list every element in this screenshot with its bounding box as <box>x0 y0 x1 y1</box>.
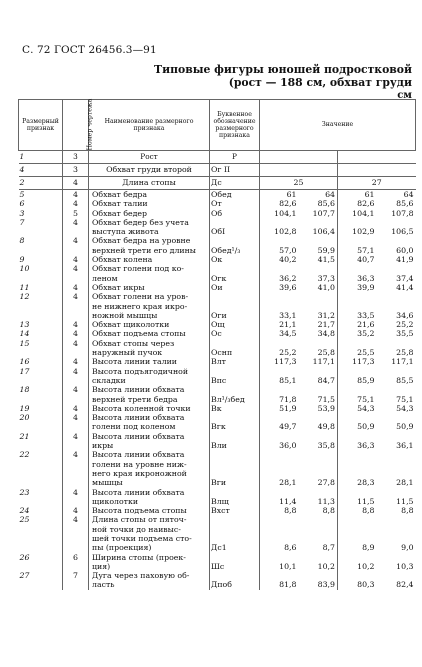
row-symbol: Вк <box>210 404 260 413</box>
row-feature-no: 24 <box>19 506 30 516</box>
row-feature-no: 15 <box>19 338 30 348</box>
table-row <box>19 488 416 507</box>
row-symbol: Влт <box>210 357 260 366</box>
row-value: 28,1 <box>396 478 414 488</box>
row-symbol: Оги <box>210 292 260 320</box>
row-name-line: икры <box>92 441 114 451</box>
ref-row <box>19 177 416 190</box>
row-name-line: Обхват подъема стопы <box>92 329 186 339</box>
row-value: 11,4 <box>260 488 299 507</box>
row-drawing-no: 4 <box>63 283 89 292</box>
row-name-line: Обхват щиколотки <box>92 320 170 330</box>
row-symbol: ОбI <box>210 218 260 237</box>
row-value: 28,1 <box>260 450 299 487</box>
row-value: 8,8 <box>338 506 377 515</box>
row-value: 33,5 <box>338 292 377 320</box>
row-value: 36,2 <box>260 264 299 283</box>
row-value: 59,9 <box>317 245 335 255</box>
header-drawing-no <box>63 99 94 151</box>
table-row <box>19 292 416 320</box>
row-value: 83,9 <box>317 580 335 590</box>
row-value: 21,1 <box>260 320 299 329</box>
row-name-line: Высота подъягодичной <box>92 366 189 376</box>
row-value: 85,9 <box>338 367 377 386</box>
row-value: 10,2 <box>317 561 335 571</box>
row-name <box>89 385 210 404</box>
row-value: 11,5 <box>396 496 414 506</box>
row-drawing-no: 4 <box>63 515 89 552</box>
row-name-line: Высота подъема стопы <box>92 506 187 516</box>
row-name <box>89 432 210 451</box>
row-name-line: него края икроножной <box>92 468 187 478</box>
row-name-line: Высота линии обхвата <box>92 431 185 441</box>
row-feature-no: 5 <box>19 190 25 199</box>
row-value: 85,6 <box>317 199 335 209</box>
row-feature-no: 26 <box>19 552 30 562</box>
row-value: 117,3 <box>260 357 299 366</box>
row-value: 35,8 <box>317 441 335 451</box>
row-value: 21,7 <box>317 320 335 330</box>
table-header-row <box>19 100 416 151</box>
ref-row <box>19 164 416 177</box>
table-title-line1: Типовые фигуры юношей подростковой <box>154 63 412 76</box>
row-name-line: Высота линии обхвата <box>92 487 185 497</box>
row-name-line: шей точки подъема сто- <box>92 533 192 543</box>
ref-row-name: Длина стопы <box>89 177 210 190</box>
ref-row-drawing: 4 <box>63 177 89 190</box>
row-name-line: Обхват голени на уров- <box>92 292 189 302</box>
row-feature-no: 16 <box>19 357 30 367</box>
row-symbol: Обед¹/₃ <box>210 236 260 255</box>
row-symbol: Об <box>210 209 260 218</box>
row-name <box>89 255 210 264</box>
header-name: Наименование размерного признака <box>89 100 210 151</box>
row-value: 9,0 <box>401 543 414 553</box>
header-drawing-text: Номер чертежа <box>86 99 94 151</box>
row-name <box>89 357 210 366</box>
row-name <box>89 515 210 552</box>
row-value: 10,2 <box>338 553 377 572</box>
row-value: 21,6 <box>338 320 377 329</box>
row-feature-no: 3 <box>19 208 25 218</box>
row-symbol: Вгк <box>210 413 260 432</box>
row-name-line: Обхват голени под ко- <box>92 264 184 274</box>
row-symbol: Оснп <box>210 339 260 358</box>
row-value: 64 <box>325 190 335 199</box>
row-value: 85,6 <box>396 199 414 209</box>
row-name-line: Ширина стопы (проек- <box>92 552 186 562</box>
table-row <box>19 236 416 255</box>
row-value: 10,1 <box>260 553 299 572</box>
row-name-line: наружный пучок <box>92 348 163 358</box>
row-value: 102,8 <box>260 218 299 237</box>
row-value: 71,8 <box>260 385 299 404</box>
row-name-line: Обхват талии <box>92 199 148 209</box>
row-value: 25,5 <box>338 339 377 358</box>
row-value: 50,9 <box>338 413 377 432</box>
row-value: 41,9 <box>396 255 414 265</box>
table-row <box>19 339 416 358</box>
row-symbol: Влщ <box>210 488 260 507</box>
row-value: 27,8 <box>317 478 335 488</box>
row-drawing-no: 4 <box>63 339 89 358</box>
row-value: 33,1 <box>260 292 299 320</box>
row-value: 54,3 <box>338 404 377 413</box>
row-drawing-no: 4 <box>63 357 89 366</box>
table-row <box>19 413 416 432</box>
row-name-line: Дуга через паховую об- <box>92 571 190 581</box>
row-value: 8,8 <box>260 506 299 515</box>
row-name-line: ласть <box>92 580 115 590</box>
row-value: 25,8 <box>317 348 335 358</box>
row-value: 39,6 <box>260 283 299 292</box>
row-name-line: мышцы <box>92 478 123 488</box>
row-drawing-no: 4 <box>63 236 89 255</box>
table-row <box>19 367 416 386</box>
row-feature-no: 6 <box>19 199 25 209</box>
row-feature-no: 23 <box>19 487 30 497</box>
row-name-line: Обхват бедер без учета <box>92 217 189 227</box>
row-value: 36,0 <box>260 432 299 451</box>
row-value: 64 <box>403 190 414 199</box>
row-value: 106,5 <box>391 227 414 237</box>
ref-row-value-a: 25 <box>260 177 338 190</box>
row-drawing-no: 5 <box>63 209 89 218</box>
row-symbol: Впс <box>210 367 260 386</box>
row-value: 51,9 <box>260 404 299 413</box>
header-symbol: Буквенное обозначение размерного признака <box>210 100 260 151</box>
table-row <box>19 385 416 404</box>
row-drawing-no: 4 <box>63 218 89 237</box>
row-feature-no: 11 <box>19 282 30 292</box>
row-name <box>89 264 210 283</box>
table-row <box>19 450 416 487</box>
row-feature-no: 10 <box>19 264 30 274</box>
row-feature-no: 7 <box>19 217 25 227</box>
row-value: 80,3 <box>338 571 377 590</box>
row-feature-no: 20 <box>19 413 30 423</box>
table-row <box>19 506 416 515</box>
ref-row-no: 2 <box>19 177 63 190</box>
row-value: 82,6 <box>260 199 299 208</box>
numbering-row <box>19 151 416 164</box>
table-row <box>19 209 416 218</box>
numbering-cell-1: 1 <box>19 151 63 164</box>
row-value: 57,1 <box>338 236 377 255</box>
table-row <box>19 218 416 237</box>
row-drawing-no: 4 <box>63 413 89 432</box>
row-value: 81,8 <box>260 571 299 590</box>
row-feature-no: 22 <box>19 450 30 460</box>
row-value: 75,1 <box>338 385 377 404</box>
table-title-line3: см <box>397 90 412 101</box>
row-drawing-no: 4 <box>63 367 89 386</box>
row-value: 8,8 <box>322 506 335 516</box>
row-feature-no: 19 <box>19 403 30 413</box>
row-value: 28,3 <box>338 450 377 487</box>
row-name-line: Высота коленной точки <box>92 403 191 413</box>
row-value: 107,8 <box>391 208 414 218</box>
row-value: 25,8 <box>396 348 414 358</box>
row-value: 11,3 <box>317 496 335 506</box>
row-feature-no: 9 <box>19 255 25 265</box>
row-symbol: Дпоб <box>210 571 260 590</box>
header-value: Значение <box>260 100 416 151</box>
row-name <box>89 506 210 515</box>
row-value: 82,4 <box>396 580 414 590</box>
row-name-line: щиколотки <box>92 496 139 506</box>
row-feature-no: 13 <box>19 320 30 330</box>
row-symbol: Ок <box>210 255 260 264</box>
row-value: 85,1 <box>260 367 299 386</box>
row-name-line: Высота линии обхвата <box>92 450 185 460</box>
row-value: 35,2 <box>338 329 377 338</box>
row-symbol: От <box>210 199 260 208</box>
row-symbol: Вл¹/₃бед <box>210 385 260 404</box>
row-drawing-no: 4 <box>63 190 89 200</box>
row-value: 31,2 <box>317 310 335 320</box>
row-drawing-no: 4 <box>63 404 89 413</box>
row-name-line: голени под коленом <box>92 422 176 432</box>
ref-row-symbol: Дс <box>210 177 260 190</box>
ref-row-symbol: Ог II <box>210 164 260 177</box>
row-name <box>89 209 210 218</box>
row-name <box>89 413 210 432</box>
row-value: 36,3 <box>338 264 377 283</box>
row-value: 61 <box>338 190 377 200</box>
table-row <box>19 255 416 264</box>
row-drawing-no: 4 <box>63 320 89 329</box>
row-value: 36,1 <box>396 441 414 451</box>
numbering-cell-4: Р <box>210 151 260 164</box>
row-drawing-no: 4 <box>63 264 89 283</box>
row-name <box>89 236 210 255</box>
row-value: 8,7 <box>322 543 335 553</box>
numbering-cell-3: Рост <box>89 151 210 164</box>
table-row <box>19 553 416 572</box>
row-value: 50,9 <box>396 422 414 432</box>
row-value: 34,8 <box>317 329 335 339</box>
table-row <box>19 404 416 413</box>
row-feature-no: 25 <box>19 515 30 525</box>
row-symbol: Ос <box>210 329 260 338</box>
row-name <box>89 404 210 413</box>
row-value: 37,3 <box>317 273 335 283</box>
row-drawing-no: 4 <box>63 450 89 487</box>
row-value: 41,4 <box>396 282 414 292</box>
row-name-line: Обхват колена <box>92 255 153 265</box>
row-feature-no: 18 <box>19 385 30 395</box>
row-value: 37,4 <box>396 273 414 283</box>
row-value: 82,6 <box>338 199 377 208</box>
row-value: 54,3 <box>396 403 414 413</box>
row-value: 11,5 <box>338 488 377 507</box>
table-row <box>19 264 416 283</box>
row-drawing-no: 4 <box>63 506 89 515</box>
row-name <box>89 292 210 320</box>
row-value: 49,7 <box>260 413 299 432</box>
row-value: 41,0 <box>317 282 335 292</box>
row-drawing-no: 4 <box>63 432 89 451</box>
row-symbol: Дс1 <box>210 515 260 552</box>
row-name <box>89 283 210 292</box>
row-value: 104,1 <box>338 209 377 218</box>
row-value: 8,9 <box>338 515 377 552</box>
row-feature-no: 8 <box>19 236 25 246</box>
row-symbol: Вли <box>210 432 260 451</box>
row-name <box>89 488 210 507</box>
row-value: 117,3 <box>338 357 377 366</box>
numbering-cell-2: 3 <box>63 151 89 164</box>
row-value: 10,3 <box>396 561 414 571</box>
ref-row-name: Обхват груди второй <box>89 164 210 177</box>
row-name <box>89 320 210 329</box>
row-symbol: Вги <box>210 450 260 487</box>
ref-row-drawing: 3 <box>63 164 89 177</box>
row-feature-no: 27 <box>19 571 30 581</box>
table-row <box>19 357 416 366</box>
table-row <box>19 283 416 292</box>
row-value: 117,1 <box>391 357 414 367</box>
row-symbol: Ощ <box>210 320 260 329</box>
row-value: 25,2 <box>260 339 299 358</box>
row-value: 60,0 <box>396 245 414 255</box>
row-name-line: ножной мышцы <box>92 310 158 320</box>
row-value: 35,5 <box>396 329 414 339</box>
ref-row-value-b: 27 <box>338 177 416 190</box>
row-value: 61 <box>260 190 299 200</box>
row-name <box>89 218 210 237</box>
row-name-line: не нижнего края икро- <box>92 301 188 311</box>
row-symbol: Обед <box>210 190 260 200</box>
table-row <box>19 515 416 552</box>
table-row <box>19 199 416 208</box>
row-name-line: леном <box>92 273 118 283</box>
row-value: 25,2 <box>396 320 414 330</box>
row-value: 102,9 <box>338 218 377 237</box>
table-row <box>19 190 416 200</box>
row-value: 41,5 <box>317 255 335 265</box>
table-row <box>19 329 416 338</box>
row-name-line: ной точки до наивыс- <box>92 524 181 534</box>
row-value: 107,7 <box>312 208 335 218</box>
row-symbol: Огк <box>210 264 260 283</box>
row-feature-no: 12 <box>19 292 30 302</box>
row-value: 53,9 <box>317 403 335 413</box>
row-value: 71,5 <box>317 394 335 404</box>
row-value: 49,8 <box>317 422 335 432</box>
row-name <box>89 571 210 590</box>
row-name-line: Обхват бедра <box>92 190 148 199</box>
row-name-line: пы (проекция) <box>92 543 152 553</box>
row-name-line: верхней трети его длины <box>92 245 197 255</box>
row-name <box>89 199 210 208</box>
row-name-line: ция) <box>92 561 111 571</box>
row-drawing-no: 4 <box>63 199 89 208</box>
row-name <box>89 329 210 338</box>
row-name <box>89 450 210 487</box>
row-name-line: складки <box>92 375 126 385</box>
row-name <box>89 339 210 358</box>
row-name-line: Высота линии талии <box>92 357 177 367</box>
row-drawing-no: 4 <box>63 255 89 264</box>
page-header: С. 72 ГОСТ 26456.3—91 <box>22 44 157 56</box>
header-feature-no: Размерный признак <box>19 100 63 151</box>
row-value: 117,1 <box>312 357 335 367</box>
row-name-line: Обхват икры <box>92 282 145 292</box>
row-name-line: Длина стопы от пяточ- <box>92 515 187 525</box>
row-symbol: Вхст <box>210 506 260 515</box>
table-row <box>19 320 416 329</box>
row-symbol: Ои <box>210 283 260 292</box>
row-value: 106,4 <box>312 227 335 237</box>
row-value: 40,7 <box>338 255 377 264</box>
row-drawing-no: 6 <box>63 553 89 572</box>
row-name-line: Высота линии обхвата <box>92 413 185 423</box>
row-value: 57,0 <box>260 236 299 255</box>
row-name <box>89 367 210 386</box>
row-symbol: Шс <box>210 553 260 572</box>
row-value: 39,9 <box>338 283 377 292</box>
row-feature-no: 17 <box>19 366 30 376</box>
row-name-line: Обхват бедра на уровне <box>92 236 191 246</box>
row-drawing-no: 4 <box>63 292 89 320</box>
row-value: 104,1 <box>260 209 299 218</box>
row-drawing-no: 4 <box>63 488 89 507</box>
row-drawing-no: 7 <box>63 571 89 590</box>
row-name-line: голени на уровне ниж- <box>92 459 187 469</box>
row-drawing-no: 4 <box>63 329 89 338</box>
row-drawing-no: 4 <box>63 385 89 404</box>
table-row <box>19 432 416 451</box>
table-row <box>19 571 416 590</box>
measurement-table <box>18 99 416 590</box>
row-name <box>89 553 210 572</box>
row-value: 85,5 <box>396 375 414 385</box>
row-name-line: Обхват стопы через <box>92 338 175 348</box>
row-name-line: верхней трети бедра <box>92 394 178 404</box>
row-value: 8,8 <box>401 506 414 516</box>
row-feature-no: 14 <box>19 329 30 339</box>
row-value: 34,6 <box>396 310 414 320</box>
row-name-line: Обхват бедер <box>92 208 148 218</box>
row-value: 75,1 <box>396 394 414 404</box>
row-name-line: Высота линии обхвата <box>92 385 185 395</box>
row-value: 84,7 <box>317 375 335 385</box>
row-name <box>89 190 210 200</box>
table-title-line2: (рост — 188 см, обхват груди <box>228 76 412 89</box>
row-value: 34,5 <box>260 329 299 338</box>
row-value: 36,3 <box>338 432 377 451</box>
row-feature-no: 21 <box>19 431 30 441</box>
ref-row-no: 4 <box>19 164 63 177</box>
row-name-line: выступа живота <box>92 227 159 237</box>
row-value: 8,6 <box>260 515 299 552</box>
row-value: 40,2 <box>260 255 299 264</box>
